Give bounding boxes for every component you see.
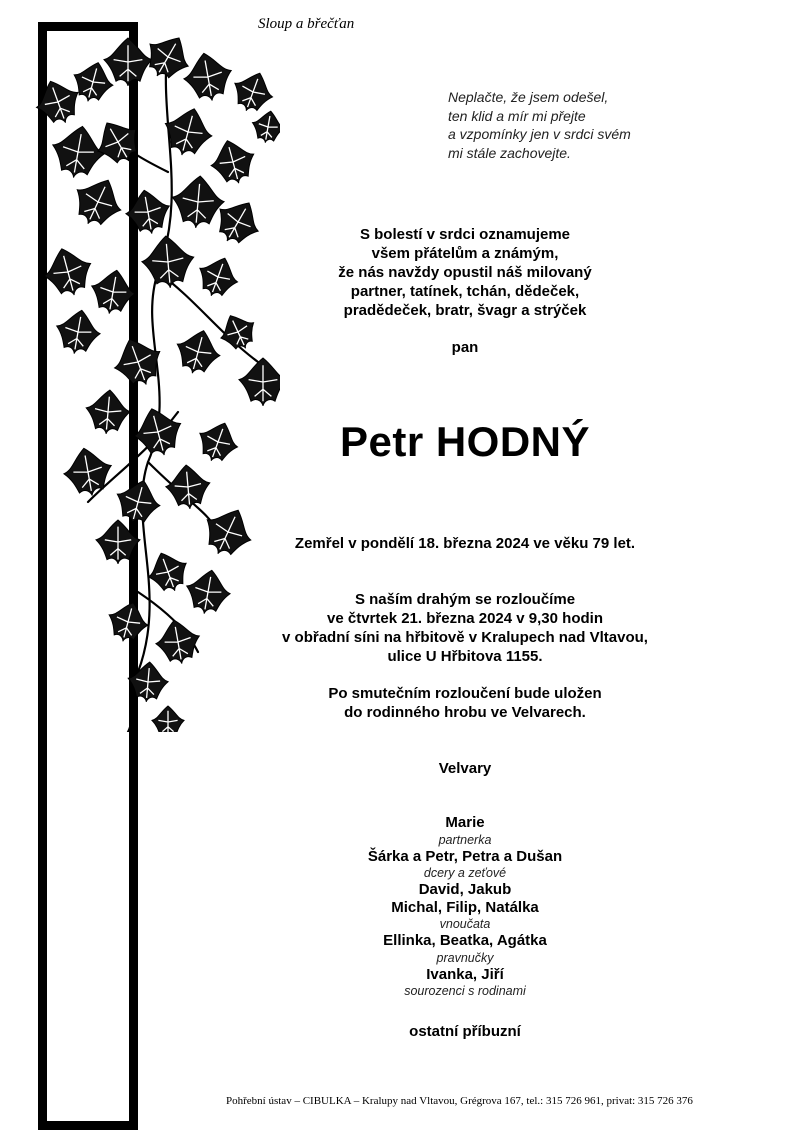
announcement-line: že nás navždy opustil náš milovaný	[338, 264, 592, 281]
burial-line: do rodinného hrobu ve Velvarech.	[344, 704, 586, 721]
poem-line: a vzpomínky jen v srdci svém	[448, 126, 631, 142]
announcement-line: všem přátelům a známým,	[371, 245, 559, 262]
mourner-relation: partnerka	[438, 832, 492, 847]
poem	[448, 88, 631, 162]
mourner-names: Michal, Filip, Natálka	[391, 898, 539, 916]
mourner-relation: pravnučky	[436, 950, 494, 965]
announcement-line: partner, tatínek, tchán, dědeček,	[350, 283, 580, 300]
mourner-relation: dcery a zeťové	[423, 866, 507, 880]
poem-line: mi stále zachovejte.	[448, 144, 571, 161]
poem-line: Neplačte, že jsem odešel,	[448, 89, 609, 105]
mourner-names: Marie	[445, 814, 485, 831]
death-date: Zemřel v pondělí 18. března 2024 ve věku 79 let.	[294, 535, 636, 552]
mourner-relation: vnoučata	[439, 917, 491, 931]
design-label: Sloup a břečťan	[258, 16, 355, 32]
burial-info	[140, 684, 790, 722]
farewell-line: S naším drahým se rozloučíme	[354, 591, 576, 608]
farewell-line: ve čtvrtek 21. března 2024 v 9,30 hodin	[327, 610, 603, 627]
town: Velvary	[438, 760, 492, 777]
burial-line: Po smutečním rozloučení bude uložen	[328, 685, 602, 702]
announcement-line: S bolestí v srdci oznamujeme	[359, 226, 571, 243]
mourners-list	[140, 814, 790, 999]
deceased-name: Petr HODNÝ	[339, 418, 591, 465]
mourner-names: David, Jakub	[418, 881, 512, 898]
announcement	[140, 225, 790, 320]
title-pan: pan	[451, 339, 479, 356]
farewell-line: v obřadní síni na hřbitově v Kralupech nad Vltavou,	[282, 629, 648, 646]
announcement-line: pradědeček, bratr, švagr a strýček	[343, 302, 587, 319]
farewell-line: ulice U Hřbitova 1155.	[387, 648, 543, 665]
mourner-names: Ivanka, Jiří	[426, 965, 504, 983]
mourner-names: Ellinka, Beatka, Agátka	[383, 932, 547, 949]
other-relatives: ostatní příbuzní	[409, 1023, 521, 1040]
mourner-names: Šárka a Petr, Petra a Dušan	[367, 847, 563, 865]
poem-line: ten klid a mír mi přejte	[448, 107, 586, 124]
farewell-info	[140, 590, 790, 666]
funeral-home-footer: Pohřební ústav – CIBULKA – Kralupy nad Vltavou, Grégrova 167, tel.: 315 726 961, privat: 315 726 376	[226, 1095, 693, 1107]
mourner-relation: sourozenci s rodinami	[404, 984, 526, 998]
